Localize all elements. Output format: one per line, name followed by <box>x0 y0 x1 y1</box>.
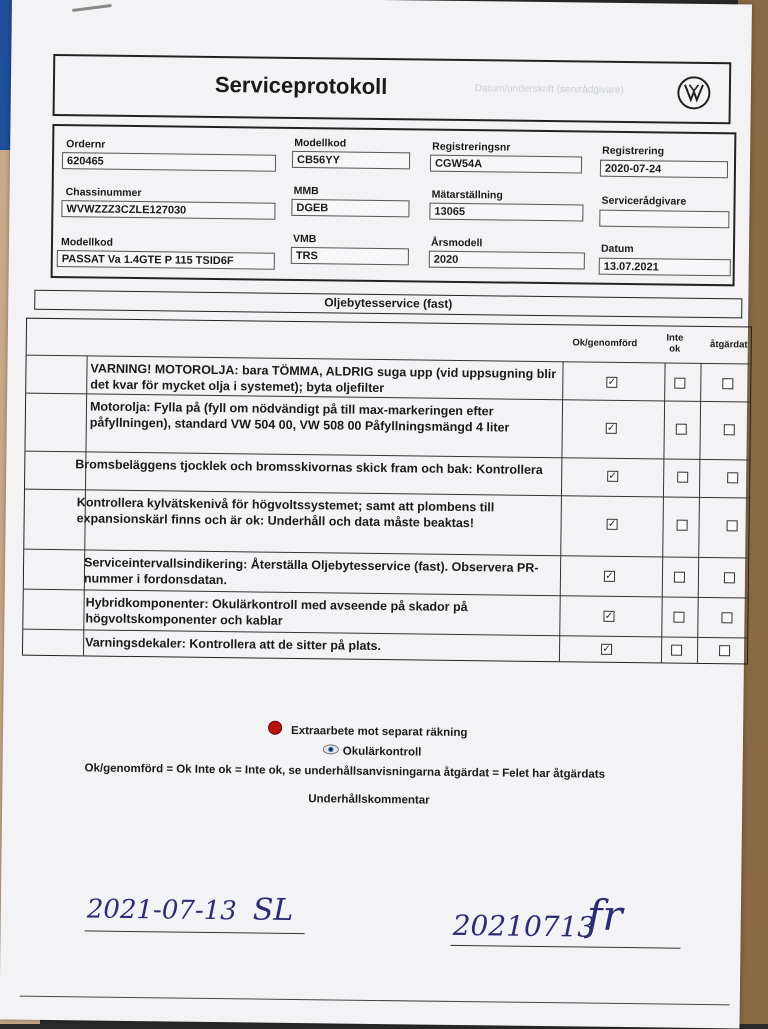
inte-ok-checkbox[interactable] <box>674 572 685 583</box>
checklist-row <box>24 489 749 558</box>
checklist-row-text: Varningsdekaler: Kontrollera att de sitter på plats. <box>85 635 382 654</box>
signature-line-left <box>85 930 305 934</box>
bottom-rule <box>20 996 730 1006</box>
modellkod-label: Modellkod <box>294 136 347 150</box>
inte-ok-checkbox[interactable] <box>677 472 688 483</box>
modellkod-field: CB56YY <box>292 151 410 169</box>
ok-checkbox[interactable]: ✓ <box>607 422 616 434</box>
mmb-label: MMB <box>293 184 319 198</box>
staple <box>72 4 112 12</box>
title-box <box>53 54 732 124</box>
inte-ok-checkbox[interactable] <box>673 612 684 623</box>
legend-okular: Okulärkontroll <box>342 745 422 759</box>
comment-heading: Underhållskommentar <box>308 793 430 807</box>
chassinummer-label: Chassinummer <box>65 186 142 200</box>
arsmodell-label: Årsmodell <box>430 236 483 250</box>
signature-initials-left: SL <box>252 892 294 928</box>
matarstallning-field: 13065 <box>429 203 583 222</box>
eye-icon <box>323 744 339 754</box>
checklist-row-text: Kontrollera kylvätskenivå för högvoltssystemet; samt att plombens till expansionskärl finns och är ok: Underhåll och data måste beaktas! <box>76 495 495 531</box>
registreringsnr-label: Registreringsnr <box>432 140 511 154</box>
vmb-label: VMB <box>293 232 317 246</box>
col-inte-ok-line1: Inte <box>666 332 684 344</box>
col-inte-ok-header <box>655 332 695 354</box>
col-inte-ok-line2: ok <box>669 343 681 355</box>
checklist-row-text: Bromsbeläggens tjocklek och bromsskivornas skick fram och bak: Kontrollera <box>75 457 543 477</box>
ok-checkbox[interactable]: ✓ <box>602 643 611 655</box>
legend-explanation: Ok/genomförd = Ok Inte ok = Inte ok, se underhållsanvisningarna åtgärdat = Felet har åtgärdats <box>84 762 606 781</box>
checklist-row <box>25 393 750 460</box>
checklist-table <box>22 318 752 665</box>
datum-field: 13.07.2021 <box>599 258 731 277</box>
ok-checkbox[interactable]: ✓ <box>607 518 617 530</box>
arsmodell-field: 2020 <box>429 251 585 270</box>
page-title: Serviceprotokoll <box>214 71 388 100</box>
signature-date-left: 2021-07-13 <box>86 894 237 927</box>
ok-checkbox[interactable]: ✓ <box>605 570 614 582</box>
section-title: Oljebytesservice (fast) <box>34 290 742 319</box>
atgardat-checkbox[interactable] <box>722 378 733 389</box>
inte-ok-checkbox[interactable] <box>677 520 688 531</box>
legend-extra: Extraarbete mot separat räkning <box>290 724 468 740</box>
checklist-row-text: Hybridkomponenter: Okulärkontroll med avseende på skador på högvoltskomponenter och kablar <box>85 595 468 628</box>
atgardat-checkbox[interactable] <box>719 645 730 656</box>
registrering-label: Registrering <box>602 144 665 158</box>
signature-date-right: 20210713 <box>452 908 596 944</box>
atgardat-checkbox[interactable] <box>721 612 732 623</box>
chassinummer-field: WVWZZZ3CZLE127030 <box>61 200 275 220</box>
atgardat-checkbox[interactable] <box>727 472 738 483</box>
inte-ok-checkbox[interactable] <box>674 378 685 389</box>
atgardat-checkbox[interactable] <box>724 424 735 435</box>
registreringsnr-field: CGW54A <box>430 155 582 174</box>
modellkod2-field: PASSAT Va 1.4GTE P 115 TSID6F <box>57 250 275 270</box>
signature-line-right <box>450 945 680 949</box>
ok-checkbox[interactable]: ✓ <box>604 610 614 622</box>
datum-label: Datum <box>600 242 634 256</box>
ordernr-field: 620465 <box>62 152 276 172</box>
vehicle-info-box <box>51 124 737 286</box>
col-atgardat-header: åtgärdat <box>709 339 748 351</box>
checklist-row-text: VARNING! MOTOROLJA: bara TÖMMA, ALDRIG suga upp (vid uppsugning blir det kvar för mycket olja i systemet); byta oljefilter <box>90 361 557 396</box>
atgardat-checkbox[interactable] <box>724 572 735 583</box>
checklist-row-text: Motorolja: Fylla på (fyll om nödvändigt på till max-markeringen efter påfyllningen), standard VW 504 00, VW 508 00 Påfyllningsmängd 4 liter <box>89 399 510 435</box>
mmb-field: DGEB <box>291 199 409 217</box>
ok-checkbox[interactable]: ✓ <box>607 376 617 388</box>
signature-initials-right: fr <box>586 890 623 941</box>
ok-checkbox[interactable]: ✓ <box>608 470 617 482</box>
serviceradgivare-field <box>599 210 729 229</box>
modellkod2-label: Modellkod <box>60 236 114 249</box>
matarstallning-label: Mätarställning <box>431 188 503 202</box>
checklist-row-text: Serviceintervallsindikering: Återställa Oljebytesservice (fast). Observera PR-nummer i fordonsdatan. <box>83 555 539 588</box>
extra-work-icon <box>268 721 282 735</box>
vw-logo-icon <box>677 76 711 110</box>
inte-ok-checkbox[interactable] <box>676 424 687 435</box>
serviceradgivare-label: Servicerådgivare <box>601 194 687 208</box>
inte-ok-checkbox[interactable] <box>671 645 682 656</box>
registrering-field: 2020-07-24 <box>600 160 728 179</box>
bleed-through-text: Datum/underskrift (servrådgivare) <box>474 83 624 96</box>
ordernr-label: Ordernr <box>66 138 106 151</box>
col-ok-header: Ok/genomförd <box>572 337 638 350</box>
atgardat-checkbox[interactable] <box>727 520 738 531</box>
vmb-field: TRS <box>291 247 409 265</box>
